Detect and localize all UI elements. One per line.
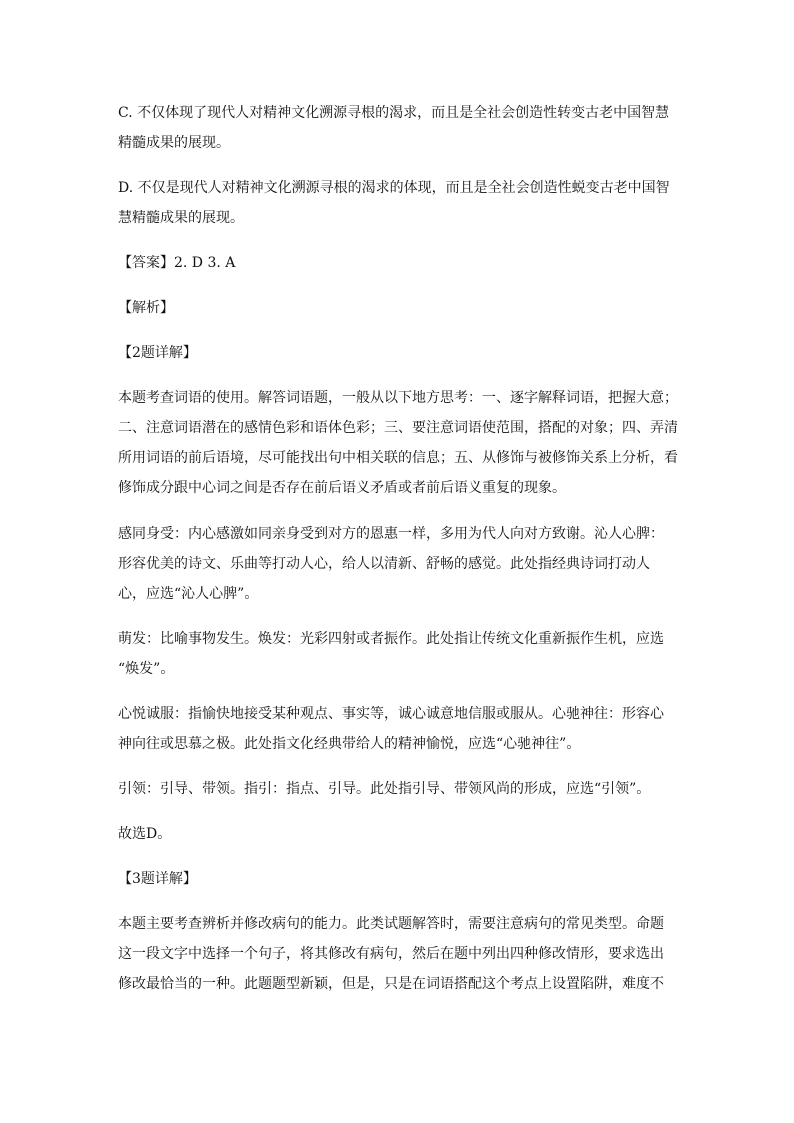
q2-heading: 【2题详解】 [118, 345, 197, 361]
q2-p2-line-1: 萌发：比喻事物发生。焕发：光彩四射或者振作。此处指让传统文化重新振作生机，应选 [118, 631, 664, 647]
q2-p3-line-1: 心悦诚服：指愉快地接受某种观点、事实等，诚心诚意地信服或服从。心驰神往：形容心 [118, 706, 664, 722]
q2-intro-line-3: 所用词语的前后语境，尽可能找出句中相关联的信息；五、从修饰与被修饰关系上分析，看 [118, 450, 678, 466]
q3-intro-line-1: 本题主要考查辨析并修改病句的能力。此类试题解答时，需要注意病句的常见类型。命题 [118, 916, 664, 932]
q2-p3-line-2: 神向往或思慕之极。此处指文化经典带给人的精神愉悦，应选“心驰神往”。 [118, 736, 581, 752]
option-d-line-2: 慧精髓成果的展现。 [118, 210, 244, 226]
q3-intro-line-3: 修改最恰当的一种。此题题型新颖，但是，只是在词语搭配这个考点上设置陷阱，难度不 [118, 976, 664, 992]
option-d-line-1: D. 不仅是现代人对精神文化溯源寻根的渴求的体现，而且是全社会创造性蜕变古老中国智 [118, 180, 670, 196]
q2-p4-line: 引领：引导、带领。指引：指点、引导。此处指引导、带领风尚的形成，应选“引领”。 [118, 781, 651, 797]
q2-p1-line-2: 形容优美的诗文、乐曲等打动人心，给人以清新、舒畅的感觉。此处指经典诗词打动人 [118, 556, 650, 572]
q2-intro-line-1: 本题考查词语的使用。解答词语题，一般从以下地方思考：一、逐字解释词语，把握大意； [118, 390, 678, 406]
q2-intro-line-2: 二、注意词语潜在的感情色彩和语体色彩；三、要注意词语使范围，搭配的对象；四、弄清 [118, 420, 678, 436]
q2-p2-line-2: “焕发”。 [118, 661, 175, 677]
q3-intro-line-2: 这一段文字中选择一个句子，将其修改有病句，然后在题中列出四种修改情形，要求选出 [118, 946, 664, 962]
analysis-heading: 【解析】 [118, 300, 174, 316]
q2-p1-line-3: 心，应选“沁人心脾”。 [118, 586, 259, 602]
option-c-line-1: C. 不仅体现了现代人对精神文化溯源寻根的渴求，而且是全社会创造性转变古老中国智慧 [118, 105, 670, 121]
q2-conclusion: 故选D。 [118, 826, 172, 842]
option-c-line-2: 精髓成果的展现。 [118, 135, 230, 151]
q2-p1-line-1: 感同身受：内心感激如同亲身受到对方的恩惠一样，多用为代人向对方致谢。沁人心脾： [118, 526, 664, 542]
q3-heading: 【3题详解】 [118, 871, 197, 887]
answer-line: 【答案】2. D 3. A [118, 255, 236, 271]
q2-intro-line-4: 修饰成分跟中心词之间是否存在前后语义矛盾或者前后语义重复的现象。 [118, 480, 566, 496]
